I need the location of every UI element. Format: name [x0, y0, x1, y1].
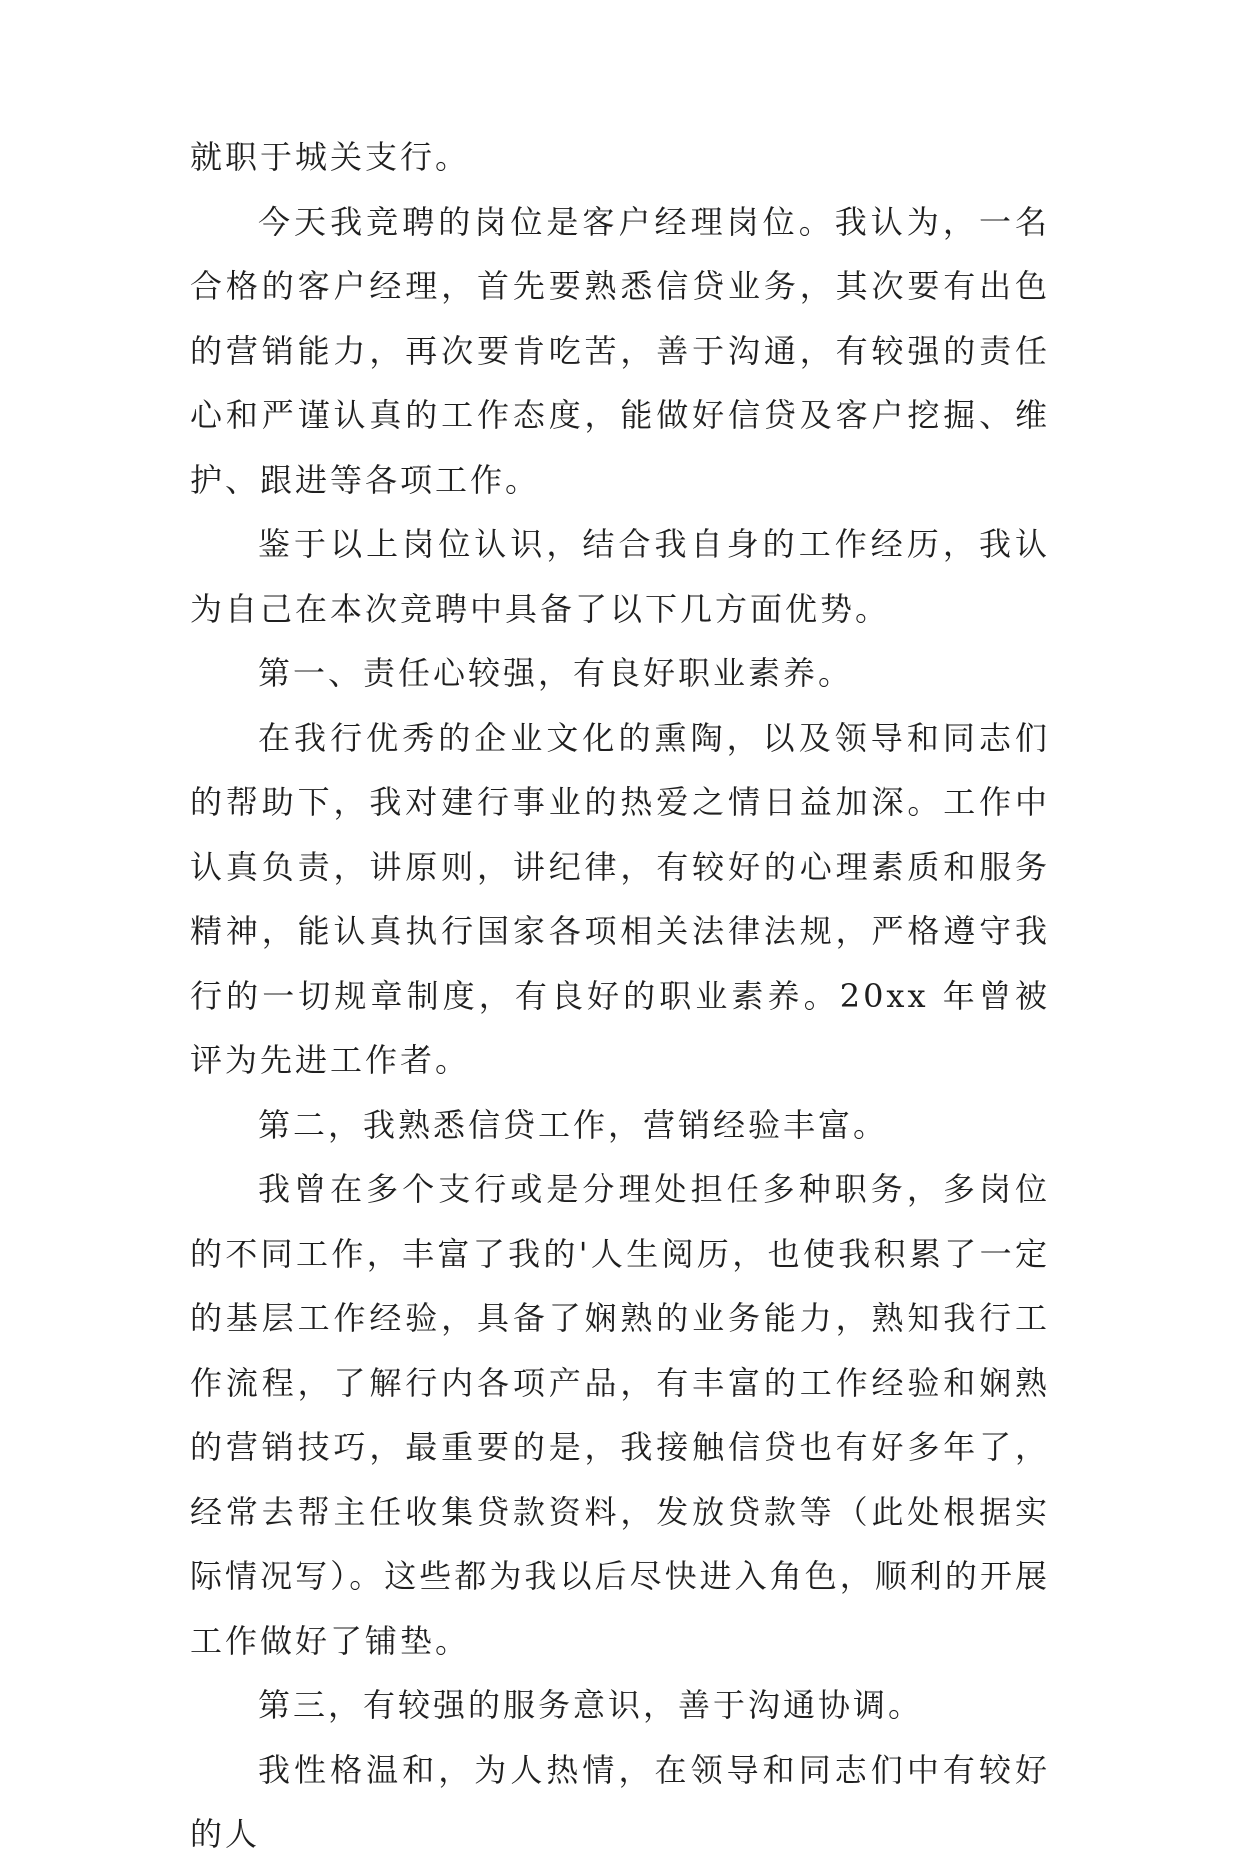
paragraph: 今天我竞聘的岗位是客户经理岗位。我认为，一名合格的客户经理，首先要熟悉信贷业务，其次要有出色的营销能力，再次要肯吃苦，善于沟通，有较强的责任心和严谨认真的工作态度，能做好信贷及客户挖掘、维护、跟进等各项工作。 — [190, 202, 1050, 499]
section-heading: 第二，我熟悉信贷工作，营销经验丰富。 — [258, 1105, 889, 1144]
paragraph: 就职于城关支行。 — [190, 138, 471, 176]
section-heading: 第三，有较强的服务意识，善于沟通协调。 — [258, 1686, 924, 1724]
paragraph: 我曾在多个支行或是分理处担任多种职务，多岗位的不同工作，丰富了我的'人生阅历，也使我积累了一定的基层工作经验，具备了娴熟的业务能力，熟知我行工作流程，了解行内各项产品，有丰富的工作经验和娴熟的营销技巧，最重要的是，我接触信贷也有好多年了，经常去帮主任收集贷款资料，发放贷款等（此处根据实际情况写）。这些都为我以后尽快进入角色，顺利的开展工作做好了铺垫。 — [190, 1170, 1050, 1660]
paragraph: 在我行优秀的企业文化的熏陶，以及领导和同志们的帮助下，我对建行事业的热爱之情日益加深。工作中认真负责，讲原则，讲纪律，有较好的心理素质和服务精神，能认真执行国家各项相关法律法规，严格遵守我行的一切规章制度，有良好的职业素养。20xx 年曾被评为先进工作者。 — [190, 718, 1050, 1079]
document-body — [190, 125, 1050, 1867]
paragraph: 鉴于以上岗位认识，结合我自身的工作经历，我认为自己在本次竞聘中具备了以下几方面优势。 — [190, 525, 1050, 628]
section-heading: 第一、责任心较强，有良好职业素养。 — [258, 654, 854, 692]
paragraph: 我性格温和，为人热情，在领导和同志们中有较好的人 — [190, 1750, 1050, 1853]
